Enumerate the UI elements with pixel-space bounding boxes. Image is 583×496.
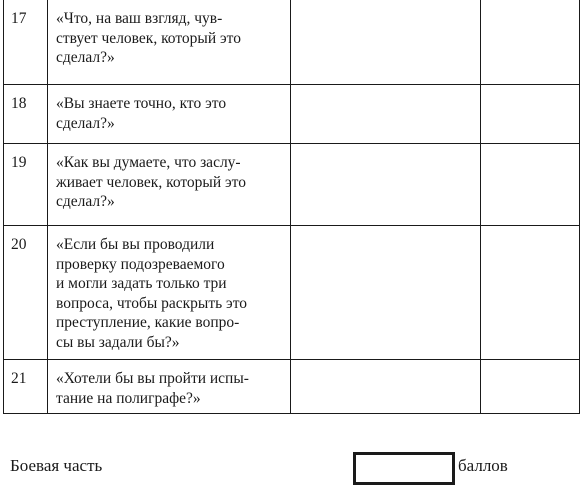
table-row bbox=[4, 360, 580, 414]
table-row bbox=[4, 226, 580, 360]
answer-cell[interactable] bbox=[291, 144, 481, 226]
question-text: «Если бы вы проводили проверку подозреваемого и могли задать только три вопроса, чтобы раскрыть это преступление, какие вопро- сы вы задали бы?» bbox=[48, 226, 291, 360]
question-number: 19 bbox=[4, 144, 48, 226]
question-text: «Как вы думаете, что заслу- живает человек, который это сделал?» bbox=[48, 144, 291, 226]
score-cell[interactable] bbox=[481, 226, 580, 360]
score-unit-label: баллов bbox=[458, 456, 508, 475]
answer-cell[interactable] bbox=[291, 226, 481, 360]
question-text: «Что, на ваш взгляд, чув- ствует человек, который это сделал?» bbox=[48, 0, 291, 85]
score-cell[interactable] bbox=[481, 144, 580, 226]
questionnaire-table bbox=[3, 0, 580, 414]
question-number: 17 bbox=[4, 0, 48, 85]
section-total-label: Боевая часть bbox=[10, 456, 103, 475]
question-number: 21 bbox=[4, 360, 48, 414]
table-row bbox=[4, 144, 580, 226]
score-cell[interactable] bbox=[481, 360, 580, 414]
answer-cell[interactable] bbox=[291, 360, 481, 414]
score-input-box[interactable] bbox=[353, 452, 455, 485]
question-number: 20 bbox=[4, 226, 48, 360]
answer-cell[interactable] bbox=[291, 85, 481, 144]
question-text: «Вы знаете точно, кто это сделал?» bbox=[48, 85, 291, 144]
score-cell[interactable] bbox=[481, 0, 580, 85]
table-row bbox=[4, 0, 580, 85]
question-text: «Хотели бы вы пройти испы- тание на полиграфе?» bbox=[48, 360, 291, 414]
answer-cell[interactable] bbox=[291, 0, 481, 85]
question-number: 18 bbox=[4, 85, 48, 144]
table-row bbox=[4, 85, 580, 144]
score-cell[interactable] bbox=[481, 85, 580, 144]
